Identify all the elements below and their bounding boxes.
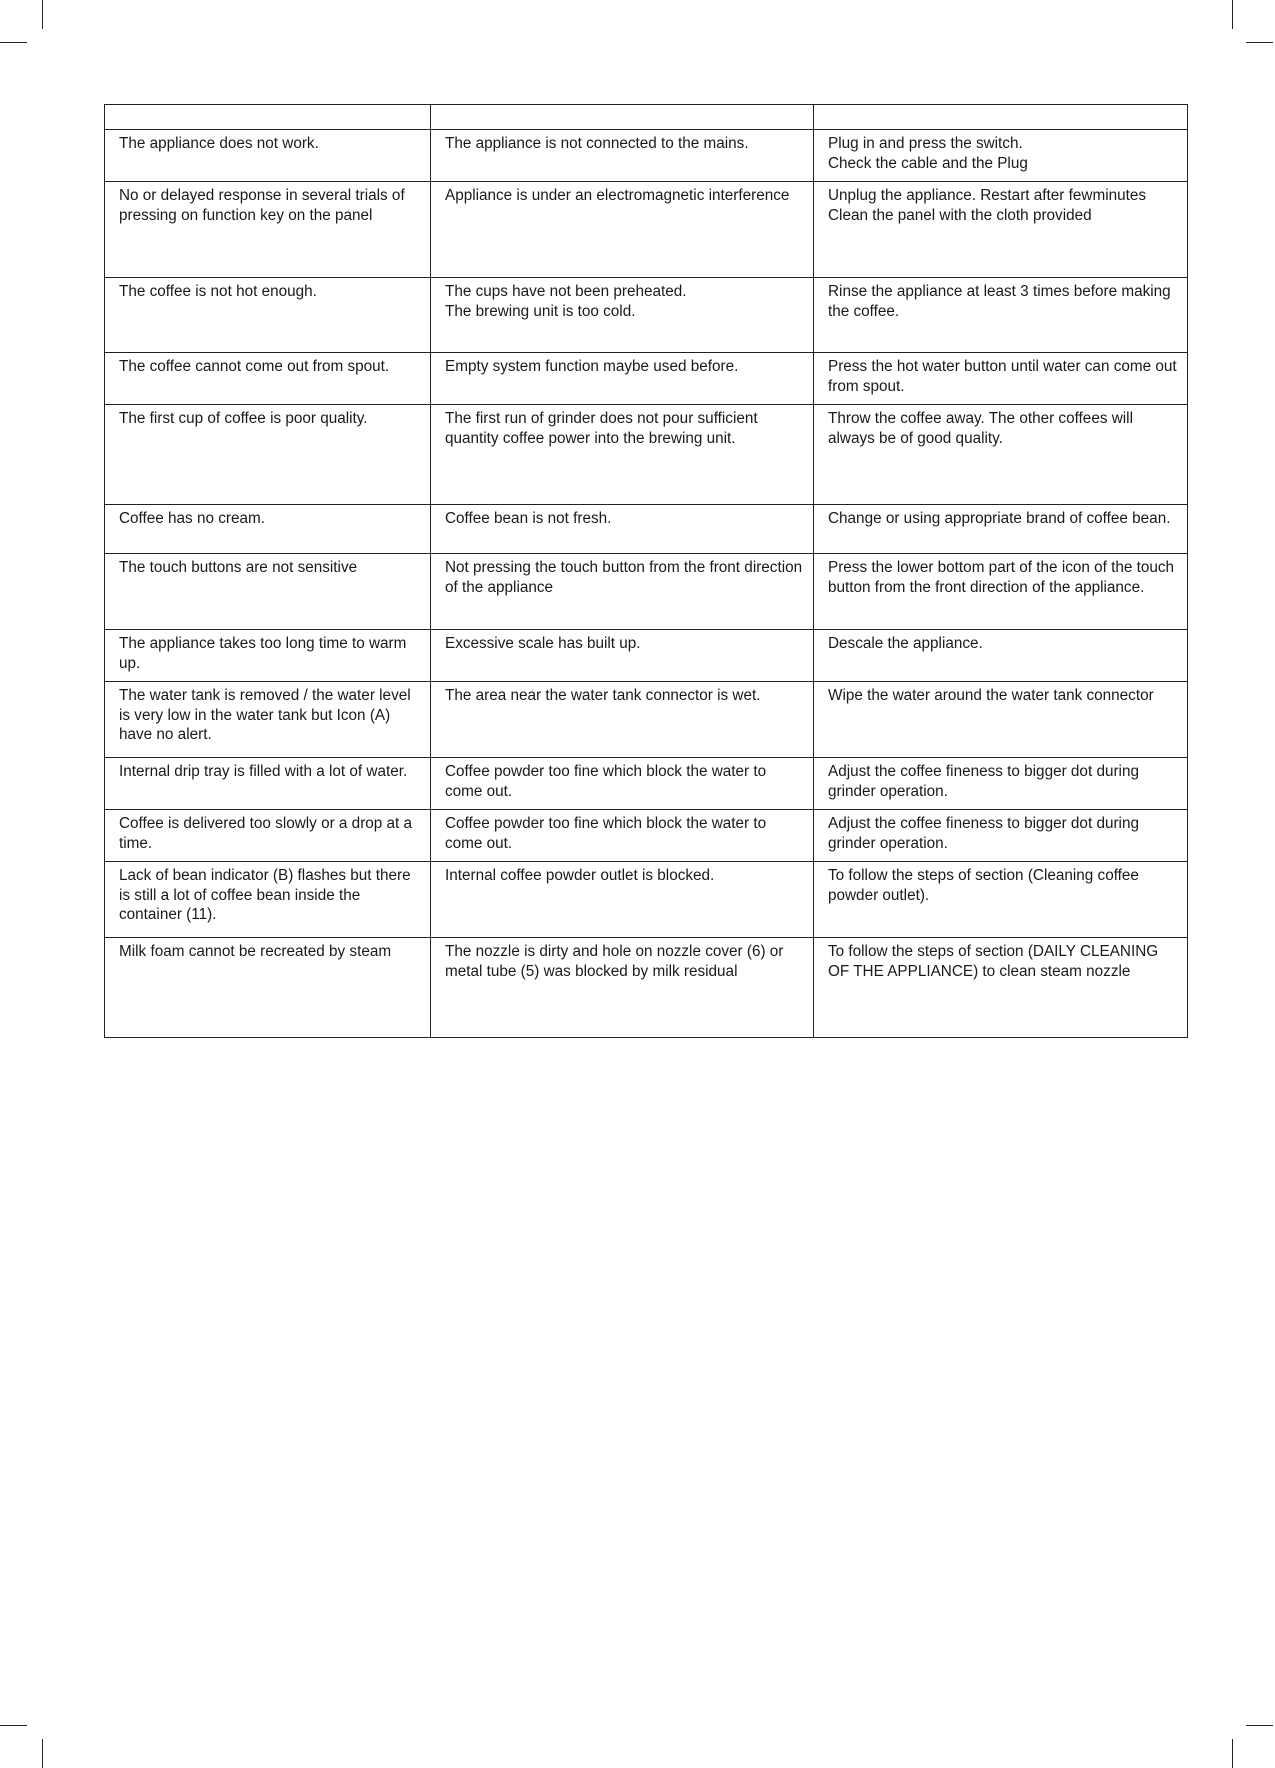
solution-cell: To follow the steps of section (DAILY CLEANING OF THE APPLIANCE) to clean steam nozzle xyxy=(814,938,1188,1038)
solution-cell: Wipe the water around the water tank connector xyxy=(814,682,1188,758)
table-row xyxy=(105,682,1188,758)
table-row xyxy=(105,630,1188,682)
cause-cell: Coffee powder too fine which block the water to come out. xyxy=(431,810,814,862)
cause-cell: The area near the water tank connector is wet. xyxy=(431,682,814,758)
problem-cell: Internal drip tray is filled with a lot of water. xyxy=(105,758,431,810)
solution-cell: Plug in and press the switch. Check the cable and the Plug xyxy=(814,130,1188,182)
cause-cell: Coffee powder too fine which block the water to come out. xyxy=(431,758,814,810)
cause-cell: Internal coffee powder outlet is blocked. xyxy=(431,862,814,938)
table-row xyxy=(105,353,1188,405)
header-cause xyxy=(431,105,814,130)
crop-mark-top-left-h xyxy=(0,42,27,43)
problem-cell: No or delayed response in several trials of pressing on function key on the panel xyxy=(105,182,431,278)
solution-cell: Change or using appropriate brand of coffee bean. xyxy=(814,505,1188,554)
solution-cell: Adjust the coffee fineness to bigger dot during grinder operation. xyxy=(814,810,1188,862)
solution-cell: Press the lower bottom part of the icon of the touch button from the front direction of the appliance. xyxy=(814,554,1188,630)
crop-mark-top-right xyxy=(1232,0,1233,29)
cause-cell: The cups have not been preheated. The brewing unit is too cold. xyxy=(431,278,814,353)
header-solution xyxy=(814,105,1188,130)
problem-cell: The appliance takes too long time to warm up. xyxy=(105,630,431,682)
problem-cell: The first cup of coffee is poor quality. xyxy=(105,405,431,505)
table-row xyxy=(105,130,1188,182)
solution-cell: Press the hot water button until water can come out from spout. xyxy=(814,353,1188,405)
cause-cell: Not pressing the touch button from the front direction of the appliance xyxy=(431,554,814,630)
table-header-row xyxy=(105,105,1188,130)
problem-cell: Coffee has no cream. xyxy=(105,505,431,554)
table-row xyxy=(105,554,1188,630)
table-row xyxy=(105,278,1188,353)
problem-cell: Milk foam cannot be recreated by steam xyxy=(105,938,431,1038)
problem-cell: The coffee is not hot enough. xyxy=(105,278,431,353)
table-row xyxy=(105,862,1188,938)
problem-cell: The water tank is removed / the water level is very low in the water tank but Icon (A) have no alert. xyxy=(105,682,431,758)
cause-cell: Appliance is under an electromagnetic interference xyxy=(431,182,814,278)
crop-mark-top-left xyxy=(42,0,43,29)
table-row xyxy=(105,810,1188,862)
problem-cell: The coffee cannot come out from spout. xyxy=(105,353,431,405)
table-row xyxy=(105,405,1188,505)
cause-cell: Empty system function maybe used before. xyxy=(431,353,814,405)
solution-cell: Unplug the appliance. Restart after fewminutes Clean the panel with the cloth provided xyxy=(814,182,1188,278)
cause-cell: Coffee bean is not fresh. xyxy=(431,505,814,554)
solution-cell: Descale the appliance. xyxy=(814,630,1188,682)
table-row xyxy=(105,938,1188,1038)
table-row xyxy=(105,182,1188,278)
crop-mark-bottom-left-h xyxy=(0,1725,27,1726)
problem-cell: Coffee is delivered too slowly or a drop at a time. xyxy=(105,810,431,862)
problem-cell: Lack of bean indicator (B) flashes but there is still a lot of coffee bean inside the container (11). xyxy=(105,862,431,938)
cause-cell: The appliance is not connected to the mains. xyxy=(431,130,814,182)
crop-mark-bottom-right-h xyxy=(1246,1725,1273,1726)
table-row xyxy=(105,758,1188,810)
solution-cell: Adjust the coffee fineness to bigger dot during grinder operation. xyxy=(814,758,1188,810)
cause-cell: Excessive scale has built up. xyxy=(431,630,814,682)
crop-mark-bottom-left xyxy=(42,1739,43,1768)
problem-cell: The touch buttons are not sensitive xyxy=(105,554,431,630)
crop-mark-bottom-right xyxy=(1232,1739,1233,1768)
solution-cell: To follow the steps of section (Cleaning coffee powder outlet). xyxy=(814,862,1188,938)
solution-cell: Rinse the appliance at least 3 times before making the coffee. xyxy=(814,278,1188,353)
problem-cell: The appliance does not work. xyxy=(105,130,431,182)
header-problem xyxy=(105,105,431,130)
table-row xyxy=(105,505,1188,554)
solution-cell: Throw the coffee away. The other coffees will always be of good quality. xyxy=(814,405,1188,505)
cause-cell: The first run of grinder does not pour sufficient quantity coffee power into the brewing unit. xyxy=(431,405,814,505)
crop-mark-top-right-h xyxy=(1246,42,1273,43)
cause-cell: The nozzle is dirty and hole on nozzle cover (6) or metal tube (5) was blocked by milk residual xyxy=(431,938,814,1038)
troubleshooting-table xyxy=(104,104,1188,1038)
